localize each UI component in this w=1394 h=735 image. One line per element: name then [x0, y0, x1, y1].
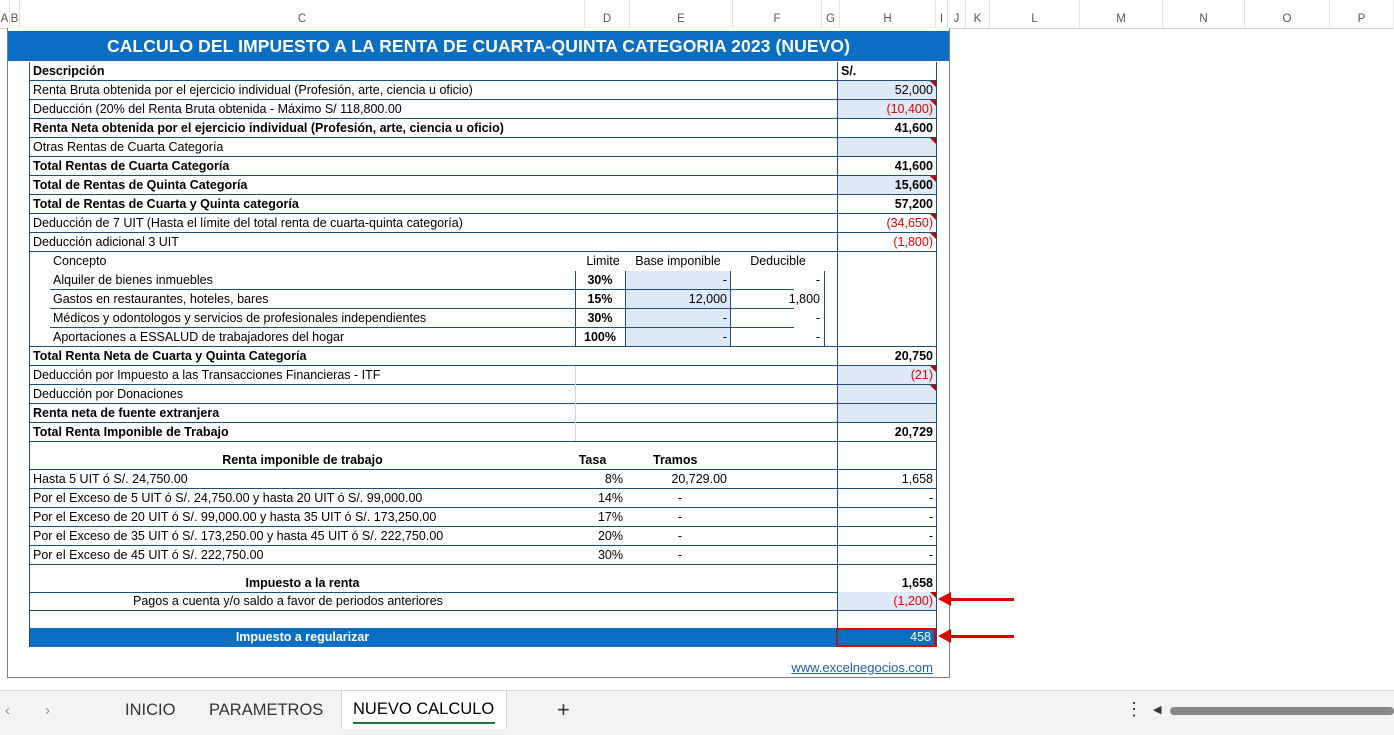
- row-value[interactable]: [838, 404, 936, 423]
- concepto-cell: Médicos y odontologos y servicios de profesionales independientes: [53, 311, 427, 325]
- bracket-label: Por el Exceso de 20 UIT ó S/. 99,000.00 y hasta 35 UIT ó S/. 173,250.00: [33, 510, 437, 524]
- row-value[interactable]: [838, 138, 936, 157]
- pagos-row: [30, 592, 936, 611]
- row-value[interactable]: (10,400): [838, 100, 936, 119]
- row-value[interactable]: 41,600: [894, 121, 933, 135]
- summary-row: [30, 100, 936, 119]
- sheet-tab-bar: [0, 690, 1394, 735]
- bracket-row: [30, 508, 936, 527]
- row-label: Total Renta Neta de Cuarta y Quinta Categoría: [33, 349, 307, 363]
- bracket-tramo: 20,729.00: [671, 472, 727, 486]
- bracket-tramo: -: [677, 548, 683, 562]
- table-border-left: [29, 62, 30, 647]
- column-header-k[interactable]: K: [966, 0, 990, 28]
- deduction-row: [30, 290, 936, 309]
- website-link[interactable]: www.excelnegocios.com: [791, 660, 933, 675]
- column-header-j[interactable]: J: [948, 0, 966, 28]
- tab-label: NUEVO CALCULO: [353, 700, 495, 718]
- base-cell[interactable]: 12,000: [626, 290, 730, 309]
- chevron-left-icon[interactable]: ‹: [5, 702, 10, 719]
- summary-row: [30, 195, 936, 214]
- impuesto-value[interactable]: 1,658: [901, 576, 933, 590]
- limite-cell: 30%: [587, 273, 613, 287]
- column-header-e[interactable]: E: [630, 0, 733, 28]
- bracket-label: Por el Exceso de 5 UIT ó S/. 24,750.00 y hasta 20 UIT ó S/. 99,000.00: [33, 491, 423, 505]
- bracket-tasa: 20%: [597, 529, 623, 543]
- row-label: Renta Neta obtenida por el ejercicio individual (Profesión, arte, ciencia u oficio): [33, 121, 504, 135]
- row-value[interactable]: [838, 385, 936, 404]
- limite-cell: 15%: [587, 292, 613, 306]
- description-header: Descripción: [33, 64, 105, 78]
- deducible-cell: 1,800: [788, 292, 820, 306]
- summary-row: [30, 233, 936, 252]
- bracket-tramo: -: [677, 510, 683, 524]
- column-header-n[interactable]: N: [1163, 0, 1245, 28]
- bracket-tasa: 30%: [597, 548, 623, 562]
- bracket-value[interactable]: -: [928, 491, 933, 505]
- column-header-p[interactable]: P: [1330, 0, 1394, 28]
- limite-header: Limite: [586, 254, 620, 268]
- pagos-value[interactable]: (1,200): [838, 592, 936, 611]
- renta-header: Renta imponible de trabajo: [222, 453, 383, 467]
- row-label: Total de Rentas de Cuarta y Quinta categoría: [33, 197, 299, 211]
- regularizar-value[interactable]: 458: [836, 628, 936, 647]
- divider: [30, 610, 936, 611]
- row-value[interactable]: (1,800): [838, 233, 936, 252]
- scroll-left-icon[interactable]: ◀: [1153, 704, 1162, 716]
- base-cell[interactable]: -: [626, 309, 730, 328]
- summary-row: [30, 366, 936, 385]
- active-tab-underline: [353, 722, 495, 724]
- row-label: Total Renta Imponible de Trabajo: [33, 425, 229, 439]
- bracket-row: [30, 489, 936, 508]
- row-value[interactable]: 52,000: [838, 81, 936, 100]
- add-sheet-button[interactable]: +: [557, 697, 570, 722]
- divider: [575, 271, 576, 347]
- bracket-value[interactable]: 1,658: [901, 472, 933, 486]
- arrow-icon: [950, 598, 1014, 601]
- row-label: Renta neta de fuente extranjera: [33, 406, 220, 420]
- bracket-value[interactable]: -: [928, 510, 933, 524]
- row-label: Total Rentas de Cuarta Categoría: [33, 159, 230, 173]
- concepto-cell: Alquiler de bienes inmuebles: [53, 273, 213, 287]
- divider: [30, 564, 936, 565]
- column-header-f[interactable]: F: [733, 0, 822, 28]
- brackets-header-row: [30, 451, 936, 470]
- value-col-border: [837, 62, 838, 647]
- page-title: CALCULO DEL IMPUESTO A LA RENTA DE CUARTA-QUINTA CATEGORIA 2023 (NUEVO): [8, 31, 949, 61]
- regularizar-row: [30, 628, 936, 647]
- tasa-header: Tasa: [578, 453, 607, 467]
- deduction-row: [30, 271, 936, 290]
- deductions-header-row: [30, 252, 936, 271]
- row-value[interactable]: 20,729: [894, 425, 933, 439]
- column-headers: [0, 0, 1394, 29]
- row-label: Deducción de 7 UIT (Hasta el límite del total renta de cuarta-quinta categoría): [33, 216, 463, 230]
- chevron-right-icon[interactable]: ›: [45, 702, 50, 719]
- bracket-row: [30, 527, 936, 546]
- row-value[interactable]: 15,600: [838, 176, 936, 195]
- impuesto-label: Impuesto a la renta: [245, 576, 360, 590]
- bracket-label: Por el Exceso de 45 UIT ó S/. 222,750.00: [33, 548, 264, 562]
- column-header-b[interactable]: B: [10, 0, 20, 28]
- summary-row: [30, 176, 936, 195]
- tab-nuevo-calculo[interactable]: [341, 691, 507, 729]
- column-header-i[interactable]: I: [936, 0, 948, 28]
- bracket-value[interactable]: -: [928, 548, 933, 562]
- divider: [625, 271, 626, 347]
- bracket-tasa: 14%: [597, 491, 623, 505]
- column-header-m[interactable]: M: [1080, 0, 1163, 28]
- bracket-row: [30, 470, 936, 489]
- divider: [30, 441, 936, 442]
- base-header: Base imponible: [635, 254, 721, 268]
- impuesto-row: [30, 574, 936, 593]
- row-label: Otras Rentas de Cuarta Categoría: [33, 140, 224, 154]
- divider: [730, 271, 731, 347]
- tab-parametros[interactable]: PARAMETROS: [209, 701, 324, 719]
- row-value[interactable]: (34,650): [838, 214, 936, 233]
- column-header-l[interactable]: L: [990, 0, 1080, 28]
- regularizar-label: Impuesto a regularizar: [235, 630, 370, 644]
- tramos-header: Tramos: [653, 453, 698, 467]
- table-border-right: [936, 62, 937, 647]
- row-value[interactable]: 41,600: [894, 159, 933, 173]
- arrow-icon: [950, 635, 1014, 638]
- summary-row: [30, 81, 936, 100]
- concepto-cell: Aportaciones a ESSALUD de trabajadores del hogar: [53, 330, 345, 344]
- column-header-a[interactable]: A: [0, 0, 10, 28]
- summary-row: [30, 404, 936, 423]
- column-header-o[interactable]: O: [1245, 0, 1330, 28]
- limite-cell: 100%: [584, 330, 616, 344]
- row-label: Deducción adicional 3 UIT: [33, 235, 179, 249]
- divider: [575, 366, 576, 441]
- summary-row: [30, 423, 936, 442]
- row-label: Deducción (20% del Renta Bruta obtenida - Máximo S/ 118,800.00: [33, 102, 402, 116]
- bracket-tramo: -: [677, 529, 683, 543]
- row-label: Deducción por Donaciones: [33, 387, 184, 401]
- bracket-tasa: 17%: [597, 510, 623, 524]
- column-header-h[interactable]: H: [840, 0, 936, 28]
- pagos-label: Pagos a cuenta y/o saldo a favor de periodos anteriores: [133, 594, 443, 608]
- deducible-cell: -: [815, 311, 820, 325]
- limite-cell: 30%: [587, 311, 613, 325]
- row-value[interactable]: (21): [838, 366, 936, 385]
- concepto-cell: Gastos en restaurantes, hoteles, bares: [53, 292, 269, 306]
- bracket-row: [30, 546, 936, 565]
- header-row: [30, 62, 936, 81]
- horizontal-scrollbar[interactable]: [1170, 707, 1394, 715]
- concepto-header: Concepto: [53, 254, 107, 268]
- summary-row: [30, 214, 936, 233]
- summary-row: [30, 157, 936, 176]
- row-value[interactable]: 57,200: [894, 197, 933, 211]
- bracket-tasa: 8%: [604, 472, 623, 486]
- deduction-row: [30, 328, 936, 347]
- row-label: Renta Bruta obtenida por el ejercicio individual (Profesión, arte, ciencia u oficio): [33, 83, 473, 97]
- summary-row: [30, 385, 936, 404]
- summary-row: [30, 347, 936, 366]
- tab-inicio[interactable]: INICIO: [125, 701, 176, 719]
- column-header-d[interactable]: D: [585, 0, 630, 28]
- base-cell[interactable]: -: [626, 271, 730, 290]
- row-value[interactable]: 20,750: [894, 349, 933, 363]
- column-header-g[interactable]: G: [822, 0, 840, 28]
- bracket-label: Hasta 5 UIT ó S/. 24,750.00: [33, 472, 188, 486]
- deducible-cell: -: [815, 273, 820, 287]
- deducible-cell: -: [815, 330, 820, 344]
- more-options-icon[interactable]: ⋮: [1125, 699, 1143, 719]
- row-label: Deducción por Impuesto a las Transacciones Financieras - ITF: [33, 368, 381, 382]
- summary-row: [30, 138, 936, 157]
- deducible-header: Deducible: [750, 254, 806, 268]
- bracket-value[interactable]: -: [928, 529, 933, 543]
- currency-header: S/.: [841, 64, 857, 78]
- base-cell[interactable]: -: [626, 328, 730, 347]
- summary-row: [30, 119, 936, 138]
- column-header-c[interactable]: C: [20, 0, 585, 28]
- divider: [824, 271, 825, 347]
- row-label: Total de Rentas de Quinta Categoría: [33, 178, 248, 192]
- bracket-tramo: -: [677, 491, 683, 505]
- deduction-row: [30, 309, 936, 328]
- bracket-label: Por el Exceso de 35 UIT ó S/. 173,250.00 y hasta 45 UIT ó S/. 222,750.00: [33, 529, 444, 543]
